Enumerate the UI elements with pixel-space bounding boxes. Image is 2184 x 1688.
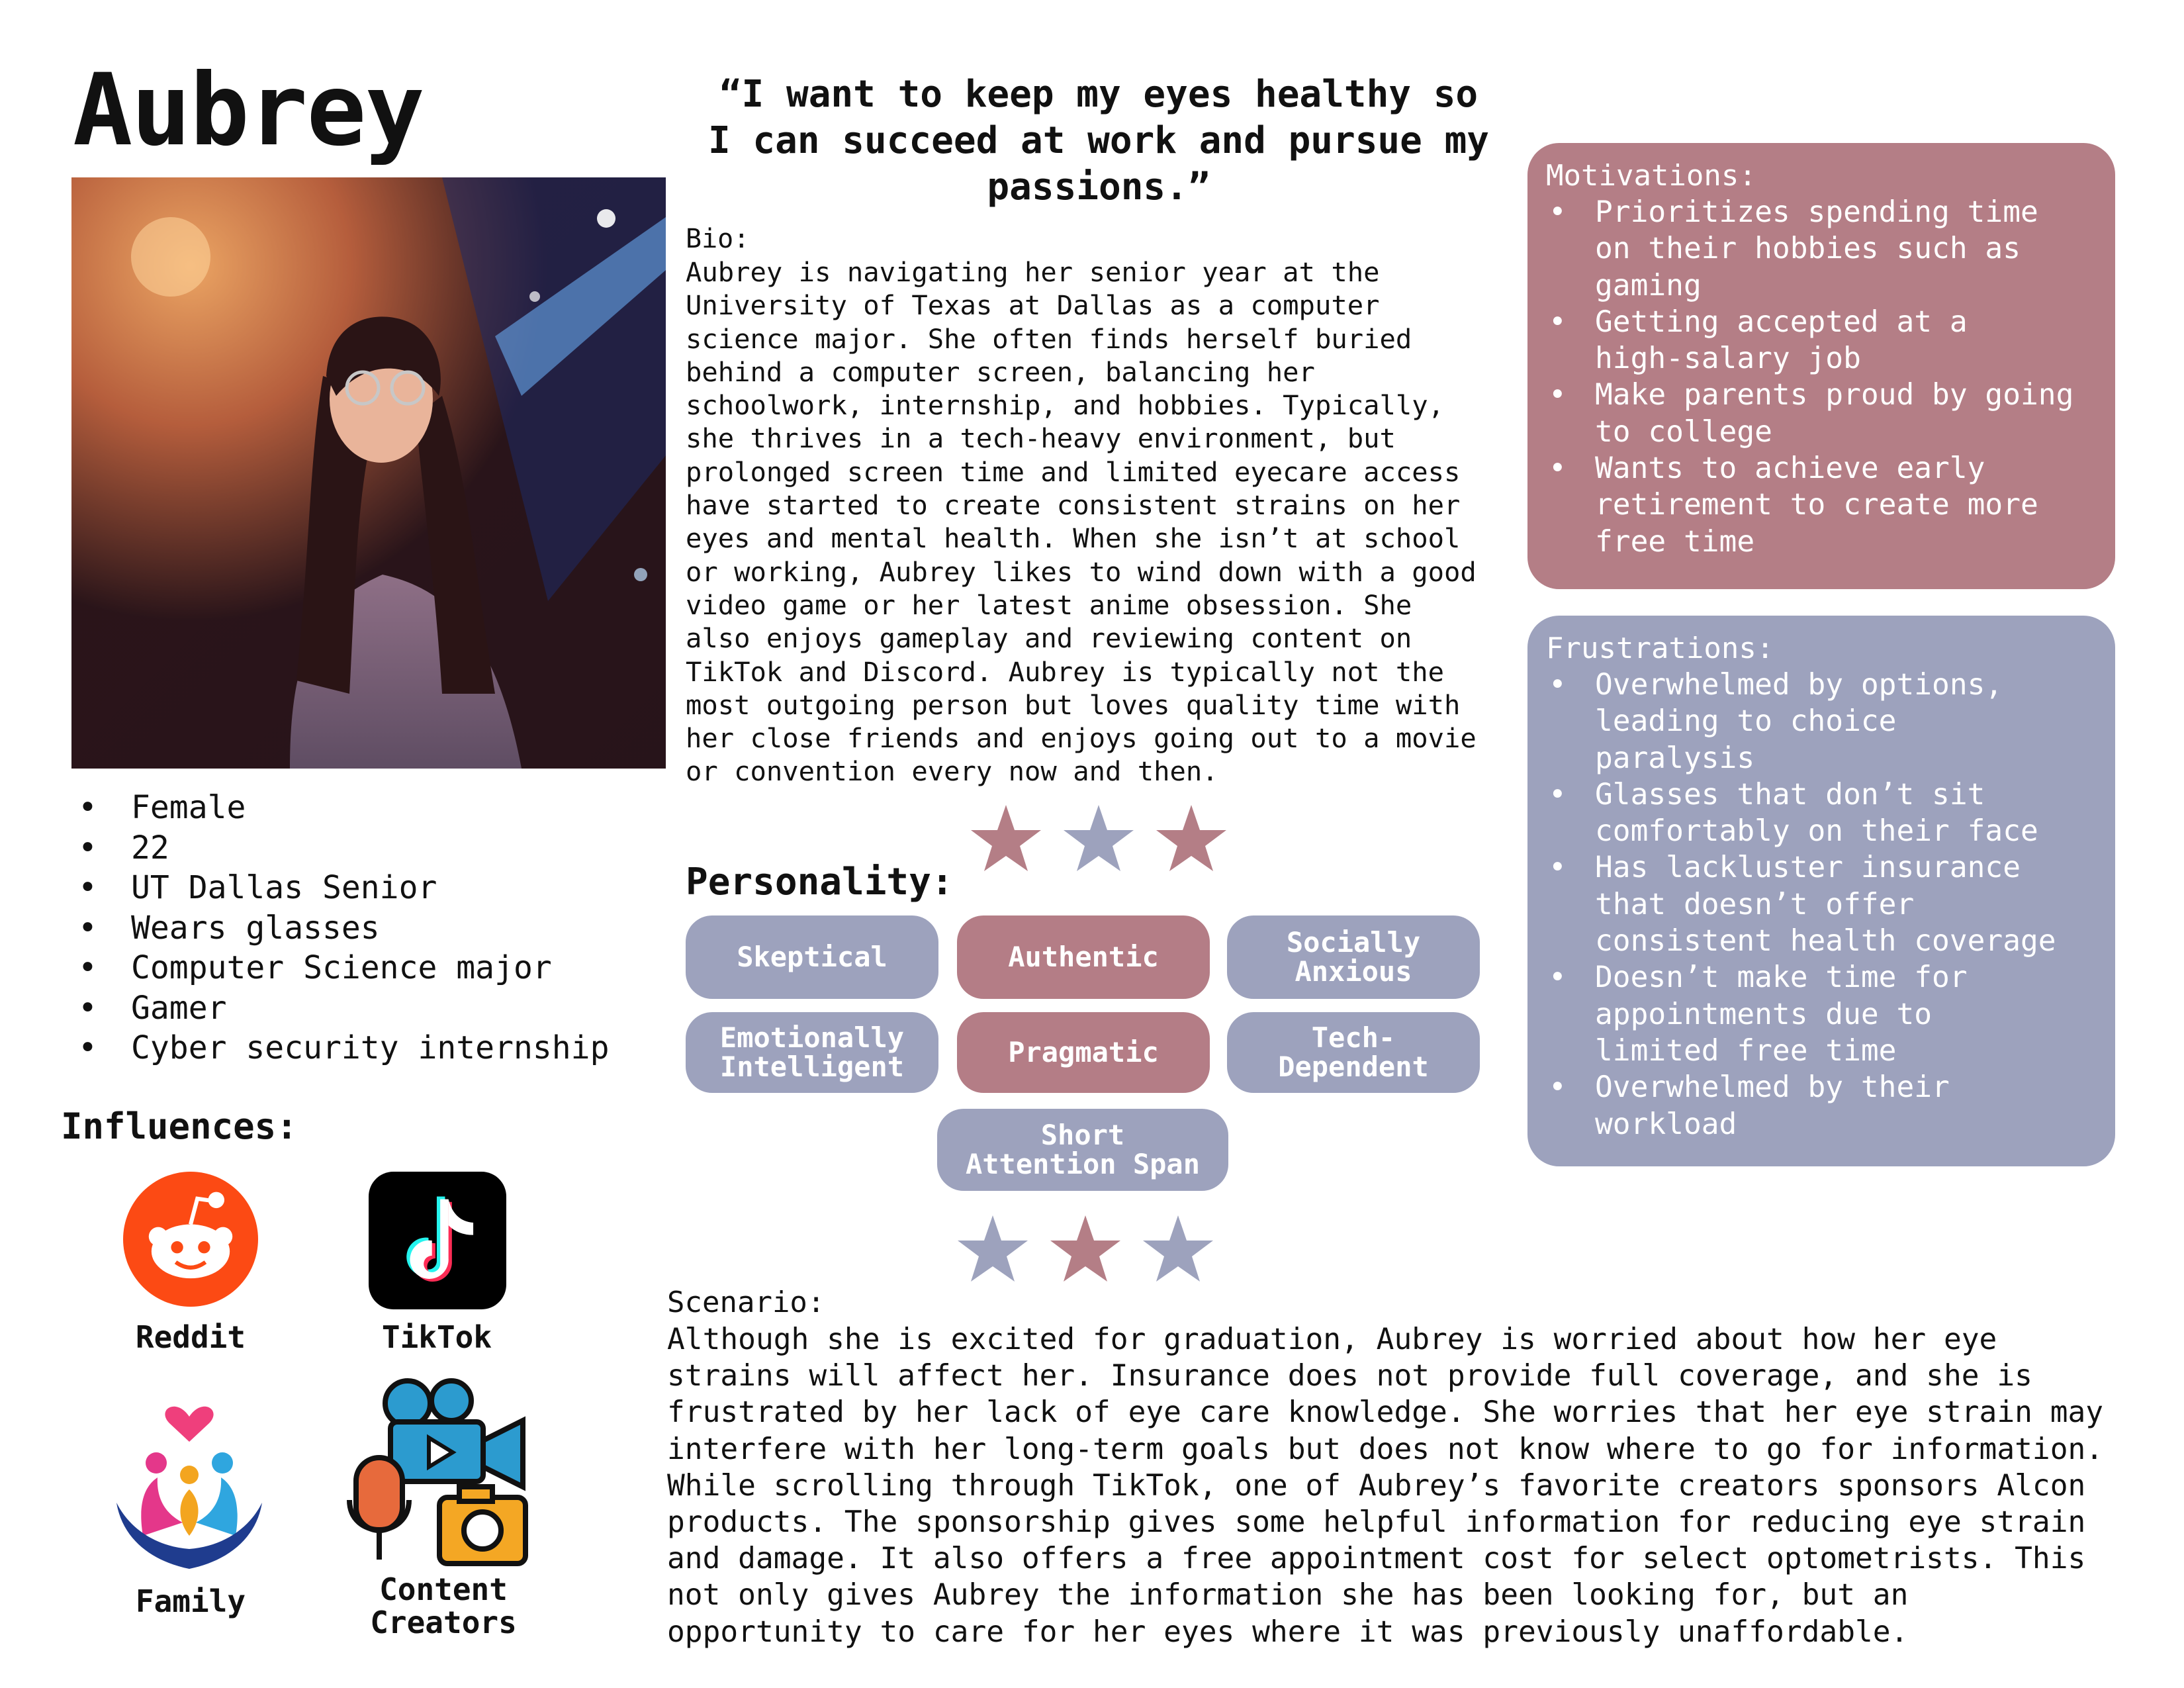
frustration-item: • Overwhelmed by their workload: [1546, 1069, 2097, 1143]
demographic-item: • Female: [78, 789, 246, 826]
trait-skeptical: Skeptical: [686, 915, 938, 999]
trait-authentic: Authentic: [957, 915, 1210, 999]
motivation-item: • Make parents proud by going to college: [1546, 377, 2097, 450]
demographic-item: • UT Dallas Senior: [78, 869, 437, 906]
demographic-item: • Gamer: [78, 989, 227, 1027]
demographic-item: • 22: [78, 829, 169, 867]
star-icon: [958, 1215, 1028, 1282]
motivations-title: Motivations:: [1546, 159, 1756, 193]
frustrations-card: [1527, 616, 2115, 1166]
motivation-item: • Prioritizes spending time on their hobbies such as gaming: [1546, 194, 2097, 304]
personality-title: Personality:: [686, 861, 954, 904]
star-icon: [1156, 805, 1226, 871]
star-icon: [1050, 1215, 1120, 1282]
scenario-text: Although she is excited for graduation, Aubrey is worried about how her eye strains will affect her. Insurance does not provide full coverage, and she is frustrated by her lack of eye care knowledge. She worries that her eye strain may interfere with her long-term goals but does not know where to go for information. While scrolling through TikTok, one of Aubrey’s favorite creators sponsors Alcon products. The sponsorship gives some helpful information for reducing eye strain and damage. It also offers a free appointment cost for select optometrists. This not only gives Aubrey the information she has been looking for, but an opportunity to care for her eyes where it was previously unaffordable.: [667, 1323, 2104, 1649]
star-row-top: [966, 801, 1231, 880]
frustration-item: • Has lackluster insurance that doesn’t offer consistent health coverage: [1546, 849, 2097, 959]
star-icon: [1064, 805, 1134, 871]
demographic-item: • Wears glasses: [78, 909, 380, 947]
bio-title: Bio:: [686, 224, 750, 254]
motivations-card: [1527, 143, 2115, 589]
influence-label-content-creators: Content Creators: [370, 1571, 517, 1640]
frustrations-title: Frustrations:: [1546, 632, 1774, 665]
frustration-item: • Glasses that don’t sit comfortably on their face: [1546, 776, 2097, 850]
influence-label-tiktok: TikTok: [381, 1319, 492, 1355]
content-creators-icon: [347, 1374, 531, 1570]
star-icon: [971, 805, 1041, 871]
persona-quote: “I want to keep my eyes healthy so I can succeed at work and pursue my passions.”: [707, 73, 1490, 209]
demographics-list: [78, 788, 674, 1068]
frustration-item: • Doesn’t make time for appointments due to limited free time: [1546, 959, 2097, 1069]
bio-text: Aubrey is navigating her senior year at the University of Texas at Dallas as a computer science major. She often finds herself buried behind a computer screen, balancing her schoolwork, internship, and hobbies. Typically, she thrives in a tech-heavy environment, but prolonged screen time and limited eyecare access have started to create consistent strains on her eyes and mental health. When she isn’t at school or working, Aubrey likes to wind down with a good video game or her latest anime obsession. She also enjoys gameplay and reviewing content on TikTok and Discord. Aubrey is typically not the most outgoing person but loves quality time with her close friends and enjoys going out to a movie or convention every now and then.: [686, 256, 1477, 788]
trait-tech-dependent: Tech- Dependent: [1227, 1012, 1480, 1093]
tiktok-icon: [369, 1172, 506, 1309]
trait-pragmatic: Pragmatic: [957, 1012, 1210, 1093]
scenario-title: Scenario:: [667, 1286, 825, 1319]
demographic-item: • Cyber security internship: [78, 1029, 610, 1066]
persona-name: Aubrey: [73, 53, 424, 168]
trait-short-attention-span: Short Attention Span: [937, 1109, 1228, 1191]
influence-label-reddit: Reddit: [135, 1319, 246, 1355]
demographic-item: • Computer Science major: [78, 949, 552, 986]
frustration-item: • Overwhelmed by options, leading to choice paralysis: [1546, 667, 2097, 776]
reddit-icon: [123, 1172, 258, 1307]
portrait-photo: [71, 177, 666, 769]
influence-label-family: Family: [135, 1583, 246, 1619]
star-row-bottom: [953, 1211, 1218, 1291]
trait-socially-anxious: Socially Anxious: [1227, 915, 1480, 999]
motivation-item: • Wants to achieve early retirement to create more free time: [1546, 450, 2097, 560]
trait-emotionally-intelligent: Emotionally Intelligent: [686, 1012, 938, 1093]
influences-title: Influences:: [61, 1105, 298, 1147]
motivation-item: • Getting accepted at a high-salary job: [1546, 304, 2097, 377]
star-icon: [1143, 1215, 1213, 1282]
family-icon: [110, 1390, 269, 1575]
